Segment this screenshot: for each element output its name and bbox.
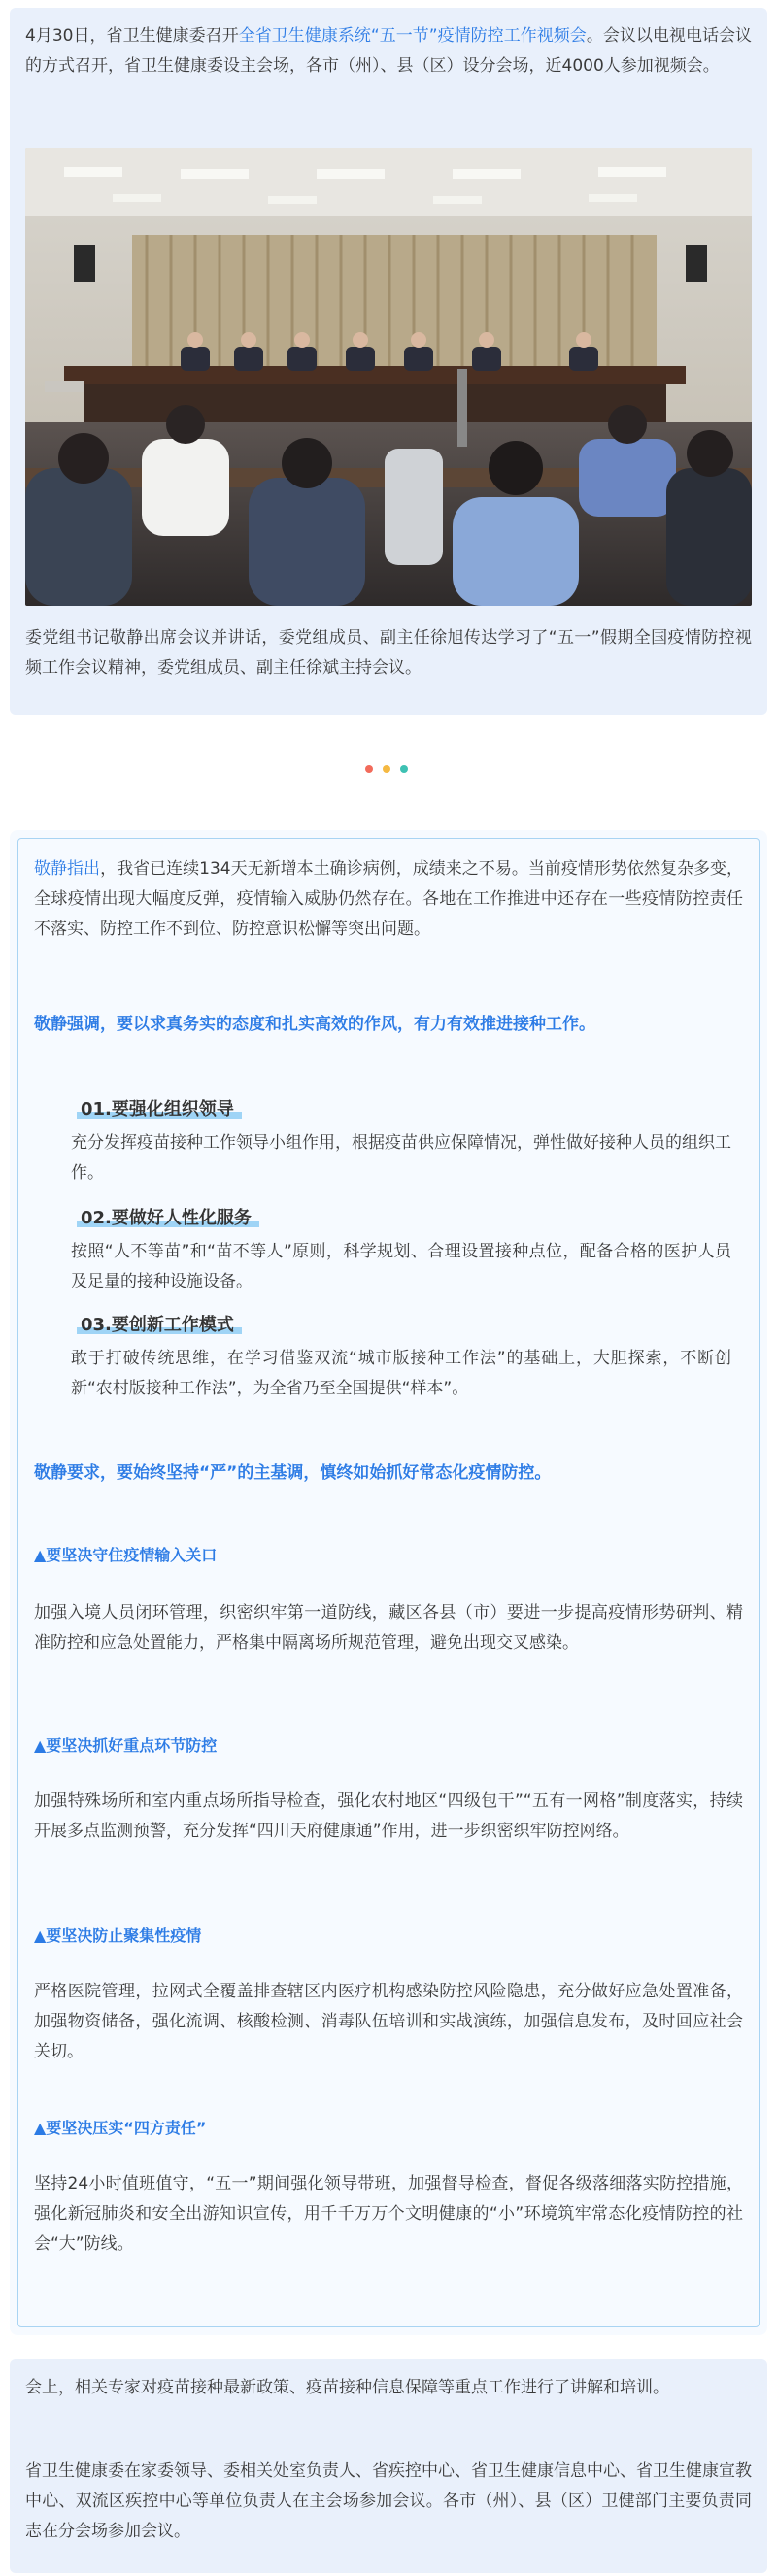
section-3-body: 严格医院管理，拉网式全覆盖排查辖区内医疗机构感染防控风险隐患，充分做好应急处置准备，加强物资储备，强化流调、核酸检测、消毒队伍培训和实战演练，加强信息发布，及时回应社会关切。 [34, 1982, 743, 2061]
meeting-photo [25, 148, 752, 606]
meeting-title-highlight: 全省卫生健康系统“五一节”疫情防控工作视频会 [238, 26, 587, 46]
item-3-title: 03.要创新工作模式 [77, 1315, 242, 1336]
section-1-title: ▲要坚决守住疫情输入关口 [34, 1546, 218, 1564]
closing-paragraph-2: 省卫生健康委在家委领导、委相关处室负责人、省疾控中心、省卫生健康信息中心、省卫生健康宣教中心、双流区疾控中心等单位负责人在主会场参加会议。各市（州）、县（区）卫健部门主要负责同志在分会场参加会议。 [25, 2461, 752, 2541]
separator-dot-red [365, 765, 373, 773]
section-4-body: 坚持24小时值班值守，“五一”期间强化领导带班，加强督导检查，督促各级落细落实防控措施，强化新冠肺炎和安全出游知识宣传，用千千万万个文明健康的“小”环境筑牢常态化疫情防控的社会“大”防线。 [34, 2174, 743, 2254]
intro-text-1: 4月30日，省卫生健康委召开 [25, 26, 239, 46]
item-1-body: 充分发挥疫苗接种工作领导小组作用，根据疫苗供应保障情况，弹性做好接种人员的组织工作。 [71, 1133, 731, 1183]
speech-card-border [17, 838, 760, 2327]
speech-paragraph-1-body: ，我省已连续134天无新增本土确诊病例，成绩来之不易。当前疫情形势依然复杂多变，全球疫情出现大幅度反弹，疫情输入威胁仍然存在。各地在工作推进中还存在一些疫情防控责任不落实、防控工作不到位、防控意识松懈等突出问题。 [34, 859, 744, 939]
section-4-title: ▲要坚决压实“四方责任” [34, 2119, 207, 2137]
intro-card [10, 8, 767, 715]
speech-paragraph-1 [34, 854, 743, 945]
item-3-body: 敢于打破传统思维，在学习借鉴双流“城市版接种工作法”的基础上，大胆探索，不断创新“农村版接种工作法”，为全省乃至全国提供“样本”。 [71, 1349, 731, 1398]
separator-dots [365, 765, 412, 775]
section-3-title: ▲要坚决防止聚集性疫情 [34, 1926, 202, 1945]
speech-card [10, 830, 767, 2335]
item-2-body: 按照“人不等苗”和“苗不等人”原则，科学规划、合理设置接种点位，配备合格的医护人员及足量的接种设施设备。 [71, 1242, 731, 1291]
intro-paragraph [25, 21, 752, 82]
item-2-title: 02.要做好人性化服务 [77, 1208, 259, 1229]
speech-emphasis: 敬静强调，要以求真务实的态度和扎实高效的作风，有力有效推进接种工作。 [34, 1015, 595, 1034]
meeting-photo-illustration [25, 148, 752, 606]
separator-dot-yellow [383, 765, 390, 773]
speech-requirement: 敬静要求，要始终坚持“严”的主基调，慎终如始抓好常态化疫情防控。 [34, 1463, 552, 1483]
speech-lead-name: 敬静指出 [34, 859, 101, 879]
section-1-body: 加强入境人员闭环管理，织密织牢第一道防线，藏区各县（市）要进一步提高疫情形势研判、精准防控和应急处置能力，严格集中隔离场所规范管理，避免出现交叉感染。 [34, 1603, 743, 1653]
section-2-body: 加强特殊场所和室内重点场所指导检查，强化农村地区“四级包干”“五有一网格”制度落实，持续开展多点监测预警，充分发挥“四川天府健康通”作用，进一步织密织牢防控网络。 [34, 1791, 743, 1841]
section-2-title: ▲要坚决抓好重点环节防控 [34, 1736, 218, 1755]
closing-card [10, 2359, 767, 2573]
closing-paragraph-1: 会上，相关专家对疫苗接种最新政策、疫苗接种信息保障等重点工作进行了讲解和培训。 [25, 2378, 669, 2397]
separator-dot-teal [400, 765, 408, 773]
intro-text-2: 。会议以电视电话会议的方式召开，省卫生健康委设主会场，各市（州）、县（区）设分会场，近4000人参加视频会。 [25, 26, 753, 76]
photo-caption: 委党组书记敬静出席会议并讲话，委党组成员、副主任徐旭传达学习了“五一”假期全国疫情防控视频工作会议精神，委党组成员、副主任徐斌主持会议。 [25, 628, 752, 678]
item-1-title: 01.要强化组织领导 [77, 1099, 242, 1121]
